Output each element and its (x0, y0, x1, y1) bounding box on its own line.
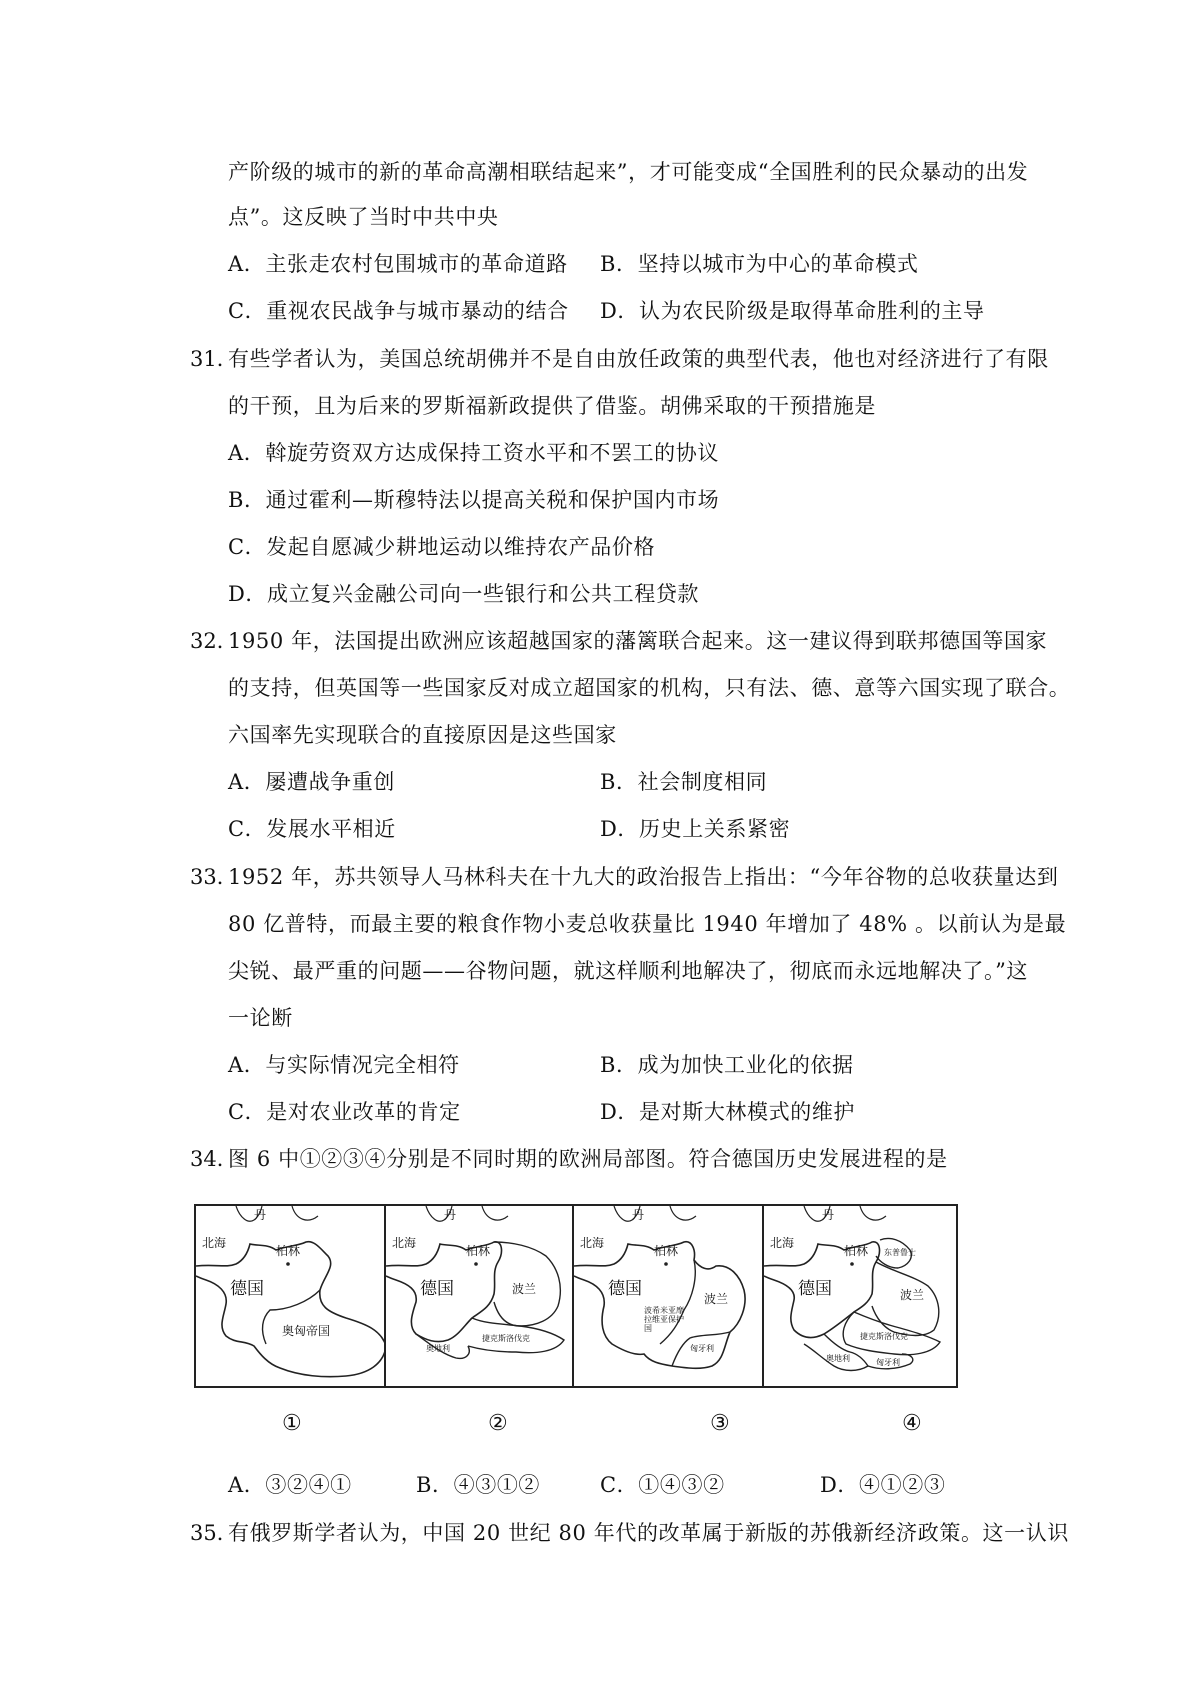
q33-line-2: 80 亿普特，而最主要的粮食作物小麦总收获量比 1940 年增加了 48% 。以前认为是最 (228, 912, 1067, 936)
map-caption-3: ③ (710, 1411, 730, 1436)
map-4-drawing (764, 1206, 958, 1388)
q30-option-b: B．坚持以城市为中心的革命模式 (600, 252, 919, 276)
map-1-label-dan: 丹 (254, 1208, 267, 1222)
map-3-label-protectorate: 波希米亚摩拉维亚保护国 (644, 1306, 684, 1333)
q30-option-c: C．重视农民战争与城市暴动的结合 (228, 299, 569, 323)
q32-line-1: 1950 年，法国提出欧洲应该超越国家的藩篱联合起来。这一建议得到联邦德国等国家 (228, 629, 1048, 653)
q30-option-d: D．认为农民阶级是取得革命胜利的主导 (600, 299, 985, 323)
map-2-label-north-sea: 北海 (392, 1236, 417, 1250)
map-3-label-poland: 波兰 (704, 1292, 729, 1306)
map-1-label-austria-hungary: 奥匈帝国 (282, 1324, 331, 1338)
q34-line-1: 图 6 中①②③④分别是不同时期的欧洲局部图。符合德国历史发展进程的是 (228, 1147, 948, 1171)
map-2-label-czechoslovakia: 捷克斯洛伐克 (482, 1334, 530, 1343)
q33-line-1: 1952 年，苏共领导人马林科夫在十九大的政治报告上指出：“今年谷物的总收获量达到 (228, 865, 1059, 889)
map-4 (762, 1204, 958, 1388)
map-2-label-berlin: 柏林 (466, 1244, 491, 1258)
map-caption-2: ② (488, 1411, 508, 1436)
map-4-label-hungary: 匈牙利 (876, 1358, 900, 1367)
q31-line-1: 有些学者认为，美国总统胡佛并不是自由放任政策的典型代表，他也对经济进行了有限 (228, 347, 1049, 371)
map-2-label-austria: 奥地利 (426, 1344, 450, 1353)
map-4-label-east-prussia: 东普鲁士 (884, 1248, 916, 1257)
map-2-label-dan: 丹 (444, 1208, 457, 1222)
q33-number: 33． (190, 865, 238, 889)
europe-maps-figure (194, 1204, 1006, 1388)
q30-line-2: 点”。这反映了当时中共中央 (228, 205, 499, 229)
q33-line-3: 尖锐、最严重的问题——谷物问题，就这样顺利地解决了，彻底而永远地解决了。”这 (228, 959, 1029, 983)
map-1-label-north-sea: 北海 (202, 1236, 227, 1250)
q34-option-c: C．①④③② (600, 1473, 725, 1497)
q32-option-a: A．屡遭战争重创 (228, 770, 395, 794)
map-1-label-germany: 德国 (230, 1279, 264, 1299)
map-3-label-dan: 丹 (632, 1208, 645, 1222)
q34-number: 34． (190, 1147, 238, 1171)
q31-option-c: C．发起自愿减少耕地运动以维持农产品价格 (228, 535, 656, 559)
map-2-drawing (386, 1206, 580, 1388)
map-3-label-germany: 德国 (608, 1279, 642, 1299)
map-2-label-poland: 波兰 (512, 1282, 537, 1296)
map-2-label-germany: 德国 (420, 1279, 454, 1299)
q33-option-b: B．成为加快工业化的依据 (600, 1053, 854, 1077)
map-3-label-berlin: 柏林 (654, 1244, 679, 1258)
map-4-label-dan: 丹 (822, 1208, 835, 1222)
q34-option-a: A．③②④① (228, 1473, 352, 1497)
q32-option-b: B．社会制度相同 (600, 770, 768, 794)
map-4-label-germany: 德国 (798, 1279, 832, 1299)
q31-option-d: D．成立复兴金融公司向一些银行和公共工程贷款 (228, 582, 700, 606)
map-4-label-berlin: 柏林 (844, 1244, 869, 1258)
map-4-label-north-sea: 北海 (770, 1236, 795, 1250)
q35-line-1: 有俄罗斯学者认为，中国 20 世纪 80 年代的改革属于新版的苏俄新经济政策。这一认识 (228, 1521, 1069, 1545)
q32-line-2: 的支持，但英国等一些国家反对成立超国家的机构，只有法、德、意等六国实现了联合。 (228, 676, 1071, 700)
map-1-drawing (196, 1206, 390, 1388)
map-3 (572, 1204, 768, 1388)
q31-line-2: 的干预，且为后来的罗斯福新政提供了借鉴。胡佛采取的干预措施是 (228, 394, 876, 418)
map-caption-1: ① (282, 1411, 302, 1436)
map-4-label-poland: 波兰 (900, 1288, 925, 1302)
q33-option-c: C．是对农业改革的肯定 (228, 1100, 461, 1124)
map-4-label-czechoslovakia: 捷克斯洛伐克 (860, 1332, 908, 1341)
map-3-label-hungary: 匈牙利 (690, 1344, 714, 1353)
q33-option-a: A．与实际情况完全相符 (228, 1053, 460, 1077)
map-caption-4: ④ (902, 1411, 922, 1436)
q35-number: 35． (190, 1521, 238, 1545)
q33-line-4: 一论断 (228, 1006, 293, 1030)
map-3-drawing (574, 1206, 768, 1388)
q31-option-a: A．斡旋劳资双方达成保持工资水平和不罢工的协议 (228, 441, 719, 465)
q30-option-a: A．主张走农村包围城市的革命道路 (228, 252, 568, 276)
q30-line-1: 产阶级的城市的新的革命高潮相联结起来”，才可能变成“全国胜利的民众暴动的出发 (228, 160, 1029, 184)
map-1 (194, 1204, 390, 1388)
q31-option-b: B．通过霍利—斯穆特法以提高关税和保护国内市场 (228, 488, 720, 512)
q34-option-b: B．④③①② (416, 1473, 541, 1497)
q32-number: 32． (190, 629, 238, 653)
map-3-label-north-sea: 北海 (580, 1236, 605, 1250)
map-1-label-berlin: 柏林 (276, 1244, 301, 1258)
q32-option-d: D．历史上关系紧密 (600, 817, 791, 841)
map-2 (384, 1204, 580, 1388)
q34-option-d: D．④①②③ (820, 1473, 946, 1497)
q31-number: 31． (190, 347, 238, 371)
map-4-label-austria: 奥地利 (826, 1354, 850, 1363)
q33-option-d: D．是对斯大林模式的维护 (600, 1100, 856, 1124)
q32-option-c: C．发展水平相近 (228, 817, 396, 841)
q32-line-3: 六国率先实现联合的直接原因是这些国家 (228, 723, 617, 747)
